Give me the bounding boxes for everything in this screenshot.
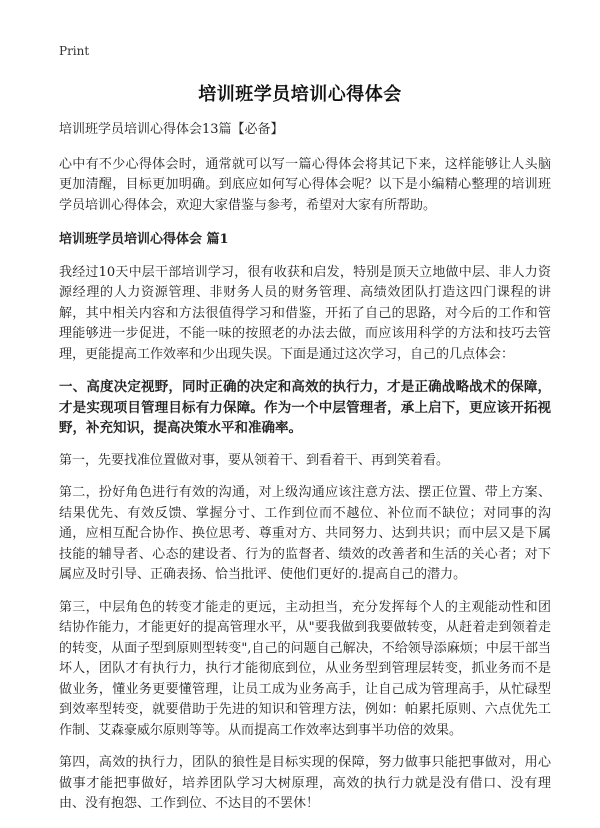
document-body	[59, 120, 551, 827]
key-point-paragraph: 一、高度决定视野，同时正确的决定和高效的执行力，才是正确战略战术的保障，才是实现项目管理目标有力保障。作为一个中层管理者，承上启下，更应该开拓视野，补充知识，提高决策水平和准确率。	[59, 379, 551, 436]
page-title: 培训班学员培训心得体会	[198, 84, 402, 105]
body-paragraph: 第一，先要找准位置做对事，要从领着干、到看着干、再到笑着看。	[59, 452, 450, 468]
body-paragraph: 第二，扮好角色进行有效的沟通，对上级沟通应该注意方法、摆正位置、带上方案、结果优先、有效反馈、掌握分寸、工作到位而不越位、补位而不缺位；对同事的沟通，应相互配合协作、换位思考、尊重对方、共同努力、达到共识；而中层又是下属技能的辅导者、心态的建设者、行为的监督者、绩效的改善者和生活的关心者；对下属应及时引导、正确表扬、恰当批评、使他们更好的.提高自己的潜力。	[59, 485, 551, 582]
print-link[interactable]: Print	[59, 44, 90, 58]
document-subtitle: 培训班学员培训心得体会13篇【必备】	[59, 122, 284, 137]
body-paragraph: 第三，中层角色的转变才能走的更远，主动担当，充分发挥每个人的主观能动性和团结协作能力，才能更好的提高管理水平，从"要我做到我要做转变，从赶着走到领着走的转变，从面子型到原则型转变",自己的问题自己解决，不给领导添麻烦；中层干部当坏人，团队才有执行力，执行才能彻底到位，从业务型到管理层转变，抓业务而不是做业务，懂业务更要懂管理，让员工成为业务高手，让自己成为管理高手，从忙碌型到效率型转变，就要借助于先进的知识和管理方法，例如：帕累托原则、六点优先工作制、艾森豪威尔原则等等。从而提高工作效率达到事半功倍的效果。	[59, 599, 551, 738]
intro-paragraph: 心中有不少心得体会时，通常就可以写一篇心得体会将其记下来，这样能够让人头脑更加清醒，目标更加明确。到底应如何写心得体会呢？以下是小编精心整理的培训班学员培训心得体会，欢迎大家借鉴与参考，希望对大家有所帮助。	[59, 156, 551, 213]
body-paragraph: 第四，高效的执行力，团队的狼性是目标实现的保障，努力做事只能把事做对，用心做事才能把事做好，培养团队学习大树原理，高效的执行力就是没有借口、没有理由、没有抱怨、工作到位、不达目的不罢休！	[59, 755, 551, 811]
body-paragraph: 我经过10天中层干部培训学习，很有收获和启发，特别是顶天立地做中层、非人力资源经理的人力资源管理、非财务人员的财务管理、高绩效团队打造这四门课程的讲解，其中相关内容和方法很值得学习和借鉴，开拓了自己的思路，对今后的工作和管理能够进一步促进，不能一味的按照老的办法去做，而应该用科学的方法和技巧去管理，更能提高工作效率和少出现失误。下面是通过这次学习，自己的几点体会：	[59, 264, 551, 362]
section-heading: 培训班学员培训心得体会 篇1	[59, 232, 229, 247]
